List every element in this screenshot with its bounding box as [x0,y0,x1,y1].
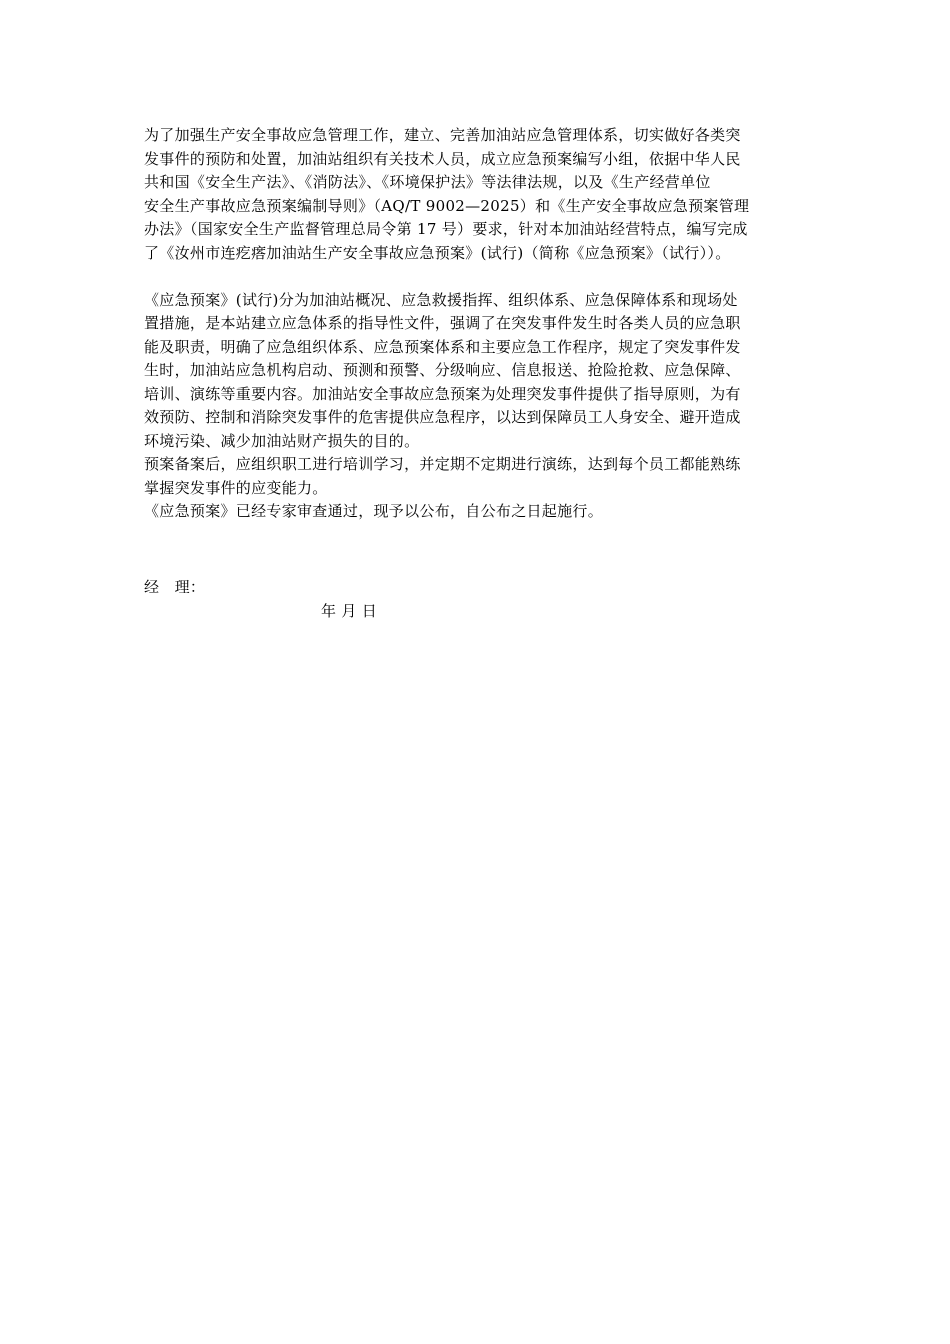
text-line: 《应急预案》(试行)分为加油站概况、应急救援指挥、组织体系、应急保障体系和现场处 [144,290,738,309]
text-line: 预案备案后，应组织职工进行培训学习，并定期不定期进行演练，达到每个员工都能熟练 [144,455,741,473]
text-line: 了《汝州市连疙瘩加油站生产安全事故应急预案》(试行)（简称《应急预案》（试行））。 [144,243,731,262]
manager-label: 经 理： [144,578,206,596]
text-line: 能及职责，明确了应急组织体系、应急预案体系和主要应急工作程序，规定了突发事件发 [144,337,741,356]
paragraph-spacer [144,265,816,289]
text-line: 掌握突发事件的应变能力。 [144,478,328,497]
paragraph-intro [144,124,816,265]
text-line: 安全生产事故应急预案编制导则》（AQ/T 9002—2025）和《生产安全事故应急预案管理 [144,196,750,215]
document-body [144,124,816,524]
signature-block [144,576,205,600]
date-label: 年 月 日 [321,602,378,620]
text-line: 为了加强生产安全事故应急管理工作，建立、完善加油站应急管理体系，切实做好各类突 [144,126,741,144]
text-line: 发事件的预防和处置，加油站组织有关技术人员，成立应急预案编写小组，依据中华人民 [144,149,741,168]
text-line: 环境污染、减少加油站财产损失的目的。 [144,431,420,450]
text-line: 《应急预案》已经专家审查通过，现予以公布，自公布之日起施行。 [144,502,604,520]
text-line: 办法》（国家安全生产监督管理总局令第 17 号）要求，针对本加油站经营特点，编写完成 [144,220,748,238]
text-line: 培训、演练等重要内容。加油站安全事故应急预案为处理突发事件提供了指导原则，为有 [144,384,741,403]
text-line: 效预防、控制和消除突发事件的危害提供应急程序，以达到保障员工人身安全、避开造成 [144,408,741,426]
text-line: 置措施，是本站建立应急体系的指导性文件，强调了在突发事件发生时各类人员的应急职 [144,314,741,332]
text-line: 生时，加油站应急机构启动、预测和预警、分级响应、信息报送、抢险抢救、应急保障、 [144,361,741,379]
paragraph-publication [144,500,816,524]
text-line: 共和国《安全生产法》、《消防法》、《环境保护法》等法律法规，以及《生产经营单位 [144,173,711,191]
paragraph-scope [144,289,816,454]
paragraph-training [144,453,816,500]
